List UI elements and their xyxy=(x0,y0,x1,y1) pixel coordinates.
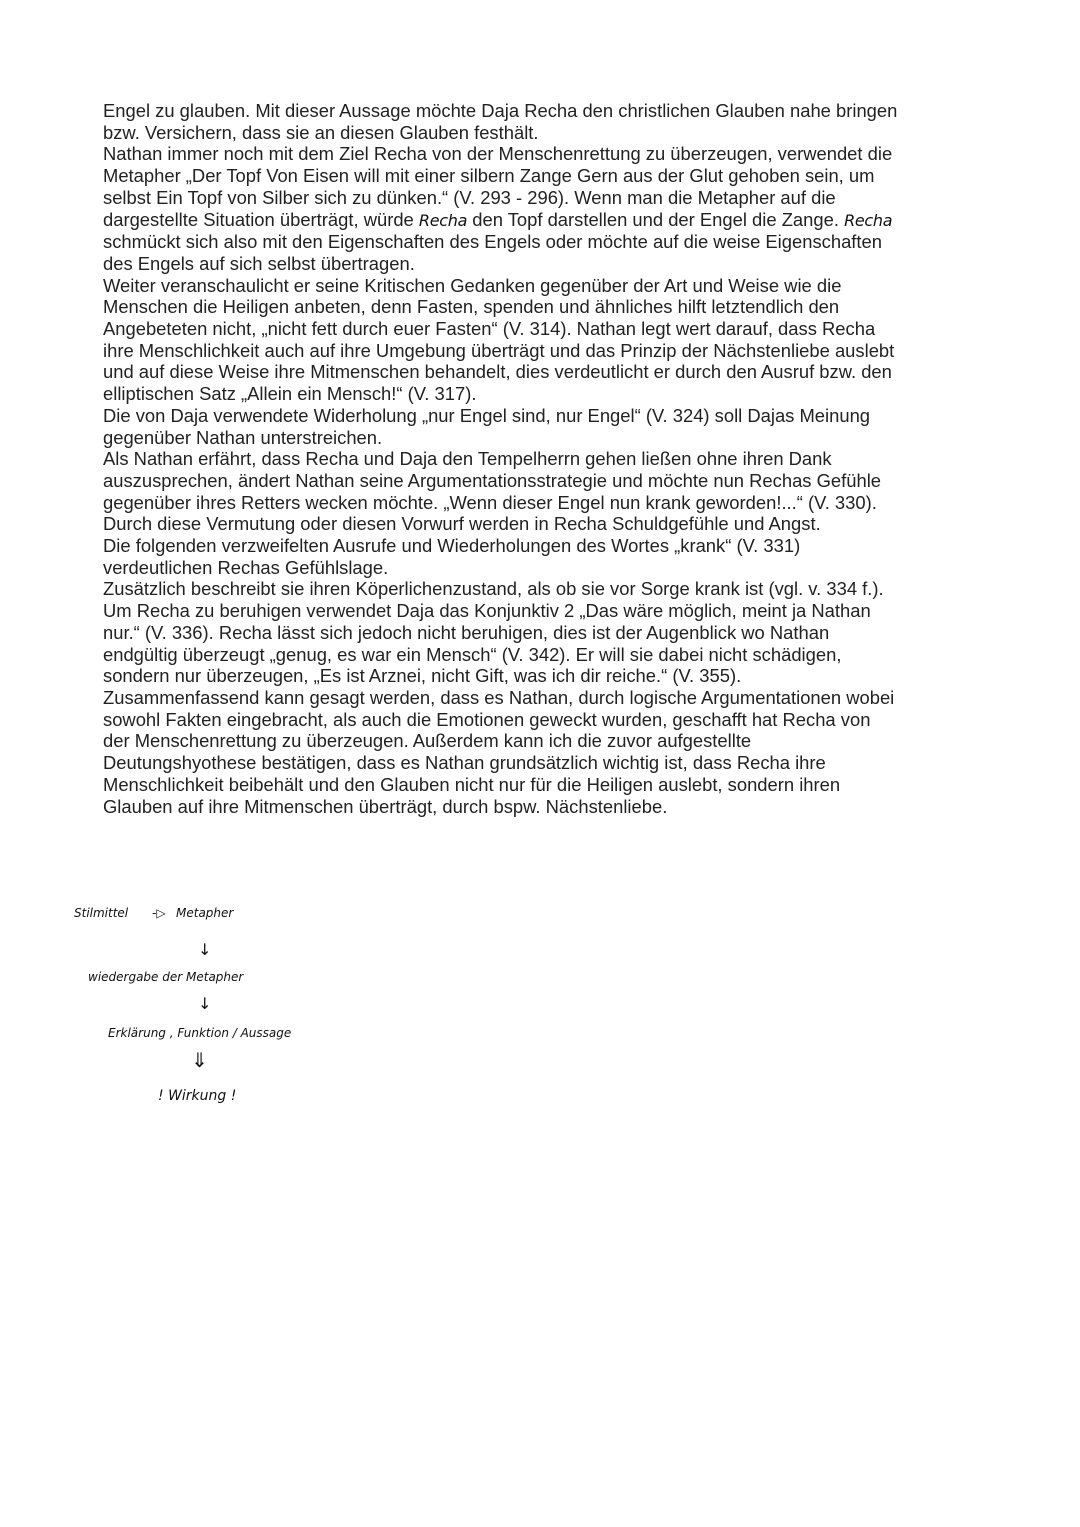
note-wirkung: ! Wirkung ! xyxy=(158,1088,237,1104)
note-arrow-down-2: ↓ xyxy=(198,994,212,1013)
text-segment: den Topf darstellen und der Engel die Zange. xyxy=(467,208,845,230)
text-segment: elliptischen Satz „Allein ein Mensch!“ (V. 317). xyxy=(103,383,477,405)
text-segment: Zusammenfassend kann gesagt werden, dass es Nathan, durch logische Argumentationen wobei xyxy=(103,686,895,708)
text-segment: dargestellte Situation überträgt, würde xyxy=(103,208,419,230)
text-segment: verdeutlichen Rechas Gefühlslage. xyxy=(103,556,389,578)
text-line xyxy=(103,383,983,405)
text-segment: Nathan immer noch mit dem Ziel Recha von der Menschenrettung zu überzeugen, verwendet die xyxy=(103,143,893,165)
text-line xyxy=(103,296,983,318)
note-erklaerung: Erklärung , Funktion / Aussage xyxy=(108,1026,292,1040)
text-segment: Menschlichkeit beibehält und den Glauben nicht nur für die Heiligen auslebt, sondern ihren xyxy=(103,773,841,795)
text-segment: Engel zu glauben. Mit dieser Aussage möchte Daja Recha den christlichen Glauben nahe bringen xyxy=(103,100,898,121)
text-line xyxy=(103,730,983,752)
note-stilmittel: Stilmittel xyxy=(74,906,129,920)
text-segment: und auf diese Weise ihre Mitmenschen behandelt, dies verdeutlicht er durch den Ausruf bzw. den xyxy=(103,361,892,383)
text-line xyxy=(103,165,983,187)
document-body xyxy=(103,100,983,817)
text-line xyxy=(103,622,983,644)
text-segment: Zusätzlich beschreibt sie ihren Köperlichenzustand, als ob sie vor Sorge krank ist (vgl. v. 334 f.). xyxy=(103,578,884,600)
text-line xyxy=(103,644,983,666)
text-line xyxy=(103,143,983,165)
text-segment: der Menschenrettung zu überzeugen. Außerdem kann ich die zuvor aufgestellte xyxy=(103,730,752,752)
text-line xyxy=(103,122,983,144)
text-segment: schmückt sich also mit den Eigenschaften des Engels oder möchte auf die weise Eigenschaften xyxy=(103,231,882,253)
text-segment: Die folgenden verzweifelten Ausrufe und Wiederholungen des Wortes „krank“ (V. 331) xyxy=(103,535,801,557)
text-line xyxy=(103,752,983,774)
text-line xyxy=(103,535,983,557)
text-line xyxy=(103,405,983,427)
text-line xyxy=(103,253,983,275)
text-line xyxy=(103,665,983,687)
text-line xyxy=(103,318,983,340)
text-line xyxy=(103,100,983,122)
text-line xyxy=(103,600,983,622)
text-segment: Menschen die Heiligen anbeten, denn Fasten, spenden und ähnliches hilft letztendlich den xyxy=(103,296,840,318)
text-segment: des Engels auf sich selbst übertragen. xyxy=(103,252,415,274)
text-segment: Die von Daja verwendete Widerholung „nur Engel sind, nur Engel“ (V. 324) soll Dajas Meinung xyxy=(103,404,871,426)
note-arrow-down-1: ↓ xyxy=(198,940,212,959)
text-line xyxy=(103,340,983,362)
text-line xyxy=(103,557,983,579)
text-segment: gegenüber ihres Retters wecken möchte. „Wenn dieser Engel nun krank geworden!...“ (V. 330). xyxy=(103,491,877,513)
text-line xyxy=(103,275,983,297)
text-segment: Deutungshyothese bestätigen, dass es Nathan grundsätzlich wichtig ist, dass Recha ihre xyxy=(103,752,826,774)
text-line xyxy=(103,361,983,383)
handwritten-word: Recha xyxy=(418,210,468,230)
text-segment: Um Recha zu beruhigen verwendet Daja das Konjunktiv 2 „Das wäre möglich, meint ja Nathan xyxy=(103,600,871,622)
text-line xyxy=(103,209,983,232)
text-segment: selbst Ein Topf von Silber sich zu dünken.“ (V. 293 - 296). Wenn man die Metapher auf die xyxy=(103,186,836,208)
text-line xyxy=(103,187,983,209)
text-segment: nur.“ (V. 336). Recha lässt sich jedoch nicht beruhigen, dies ist der Augenblick wo Nathan xyxy=(103,621,830,643)
text-line xyxy=(103,427,983,449)
text-line xyxy=(103,709,983,731)
text-line xyxy=(103,578,983,600)
text-segment: ihre Menschlichkeit auch auf ihre Umgebung überträgt und das Prinzip der Nächstenliebe auslebt xyxy=(103,339,895,361)
text-line xyxy=(103,513,983,535)
text-segment: bzw. Versichern, dass sie an diesen Glauben festhält. xyxy=(103,121,539,143)
note-metapher: Metapher xyxy=(176,906,234,920)
text-segment: Als Nathan erfährt, dass Recha und Daja den Tempelherrn gehen ließen ohne ihren Dank xyxy=(103,448,832,470)
text-segment: auszusprechen, ändert Nathan seine Argumentationsstrategie und möchte nun Rechas Gefühle xyxy=(103,469,882,491)
text-segment: Weiter veranschaulicht er seine Kritischen Gedanken gegenüber der Art und Weise wie die xyxy=(103,274,842,296)
note-arrow-right: -▷ xyxy=(152,906,166,920)
text-segment: gegenüber Nathan unterstreichen. xyxy=(103,426,383,448)
text-line xyxy=(103,774,983,796)
note-wiedergabe: wiedergabe der Metapher xyxy=(88,970,244,984)
text-line xyxy=(103,470,983,492)
note-arrow-double: ⇓ xyxy=(191,1048,208,1072)
text-line xyxy=(103,796,983,818)
text-segment: Durch diese Vermutung oder diesen Vorwurf werden in Recha Schuldgefühle und Angst. xyxy=(103,513,821,535)
text-line xyxy=(103,492,983,514)
text-segment: Glauben auf ihre Mitmenschen überträgt, durch bspw. Nächstenliebe. xyxy=(103,795,668,817)
text-segment: Angebeteten nicht, „nicht fett durch euer Fasten“ (V. 314). Nathan legt wert darauf, dass Recha xyxy=(103,318,876,340)
text-line xyxy=(103,231,983,253)
text-segment: sondern nur überzeugen, „Es ist Arznei, nicht Gift, was ich dir reiche.“ (V. 355). xyxy=(103,665,742,687)
handwritten-word: Recha xyxy=(844,210,893,230)
text-segment: endgültig überzeugt „genug, es war ein Mensch“ (V. 342). Er will sie dabei nicht schädigen, xyxy=(103,643,842,665)
text-segment: sowohl Fakten eingebracht, als auch die Emotionen geweckt wurden, geschafft hat Recha von xyxy=(103,708,871,730)
text-line xyxy=(103,448,983,470)
text-line xyxy=(103,687,983,709)
text-segment: Metapher „Der Topf Von Eisen will mit einer silbern Zange Gern aus der Glut gehoben sein, um xyxy=(103,165,875,187)
